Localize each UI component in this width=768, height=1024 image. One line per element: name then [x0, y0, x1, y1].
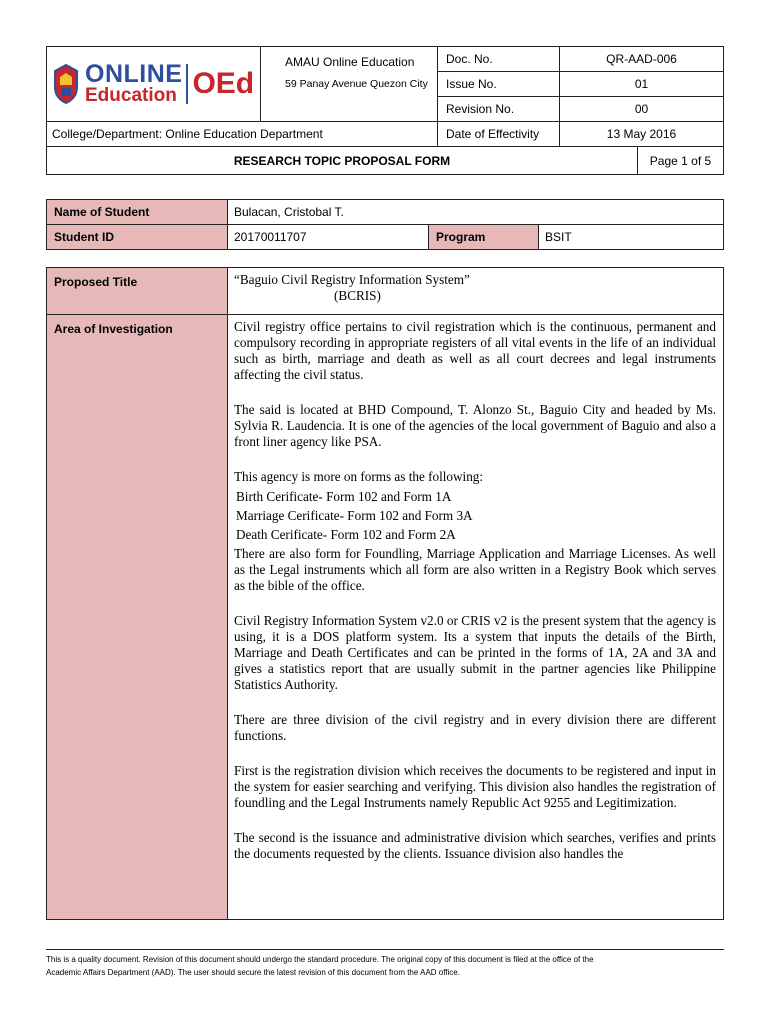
paragraph-issuance-division: The second is the issuance and administrative division which searches, verifies and prints the documents requested by the clients. Issuance division also handles the — [234, 830, 716, 861]
university-seal-icon — [51, 63, 81, 105]
student-name-label: Name of Student — [47, 200, 228, 225]
logo-divider — [186, 64, 188, 104]
paragraph-civil-registry: Civil registry office pertains to civil registration which is the continuous, permanent and compulsory recording in appropriate registers of all vital events in the life of an individual such as birth, marriage and death as well as all court decrees and legal instruments affecting the civil status. — [234, 319, 716, 382]
effectivity-label: Date of Effectivity — [438, 122, 560, 147]
area-of-investigation-cell — [228, 315, 724, 920]
footer-line-1: This is a quality document. Revision of this document should undergo the standard procedure. The original copy of this document is filed at the office of the — [46, 955, 594, 964]
paragraph-registration-division: First is the registration division which receives the documents to be registered and input in the system for easier searching and verifying. This division also handles the registration of foundling and the Legal Instruments namely Republic Act 9255 and Legitimization. — [234, 763, 716, 810]
proposal-table — [46, 267, 724, 920]
paragraph-forms-intro: This agency is more on forms as the following: — [234, 469, 484, 484]
effectivity-value: 13 May 2016 — [560, 122, 724, 147]
revision-no-label: Revision No. — [438, 97, 560, 122]
doc-no-label: Doc. No. — [438, 47, 560, 72]
footer-note — [46, 953, 724, 979]
revision-no-value: 00 — [560, 97, 724, 122]
paragraph-divisions: There are three division of the civil registry and in every division there are different functions. — [234, 712, 716, 743]
footer-rule — [46, 949, 724, 950]
form-item-death: Death Cerificate- Form 102 and Form 2A — [236, 527, 456, 542]
form-item-birth: Birth Cerificate- Form 102 and Form 1A — [236, 489, 452, 504]
proposed-title-cell — [228, 268, 724, 315]
proposed-title-label: Proposed Title — [47, 268, 228, 315]
document-header-table — [46, 46, 724, 175]
student-info-table — [46, 199, 724, 250]
issue-no-value: 01 — [560, 72, 724, 97]
organization-name: AMAU Online Education — [285, 55, 415, 69]
online-education-logo — [51, 60, 260, 106]
issue-no-label: Issue No. — [438, 72, 560, 97]
logo-cell — [47, 47, 261, 122]
organization-address-cell — [261, 47, 438, 122]
footer-line-2: Academic Affairs Department (AAD). The user should secure the latest revision of this document from the AAD office. — [46, 968, 460, 977]
proposed-title-text: “Baguio Civil Registry Information System” — [234, 272, 470, 287]
paragraph-location: The said is located at BHD Compound, T. Alonzo St., Baguio City and headed by Ms. Sylvia R. Laudencia. It is one of the agencies of the local government of Baguio and also a front liner agency like PSA. — [234, 402, 716, 449]
form-item-marriage: Marriage Cerificate- Form 102 and Form 3A — [236, 508, 473, 523]
student-name-value: Bulacan, Cristobal T. — [228, 200, 724, 225]
student-id-label: Student ID — [47, 225, 228, 250]
paragraph-other-forms: There are also form for Foundling, Marriage Application and Marriage Licenses. As well as the Legal instruments which all form are also written in a Registry Book which serves as the bible of the office. — [234, 546, 716, 593]
program-label: Program — [429, 225, 539, 250]
logo-oed-text: OEd — [192, 67, 255, 100]
student-id-value: 20170011707 — [228, 225, 429, 250]
logo-education-text: Education — [85, 84, 177, 106]
proposed-title-acronym: (BCRIS) — [334, 288, 381, 303]
organization-address: 59 Panay Avenue Quezon City — [285, 78, 428, 90]
form-title: RESEARCH TOPIC PROPOSAL FORM — [47, 147, 638, 175]
program-value: BSIT — [539, 225, 724, 250]
department-cell: College/Department: Online Education Department — [47, 122, 438, 147]
logo-online-text: ONLINE — [85, 60, 183, 89]
area-of-investigation-label: Area of Investigation — [47, 315, 228, 920]
doc-no-value: QR-AAD-006 — [560, 47, 724, 72]
page-number: Page 1 of 5 — [638, 147, 724, 175]
paragraph-cris: Civil Registry Information System v2.0 or CRIS v2 is the present system that the agency is using, it is a DOS platform system. Its a system that inputs the details of the Birth, Marriage and Death Certificates and can be printed in the forms of 1A, 2A and 3A and gives a statistics report that are usually submit in the partner agencies like Philippine Statistics Authority. — [234, 613, 716, 692]
